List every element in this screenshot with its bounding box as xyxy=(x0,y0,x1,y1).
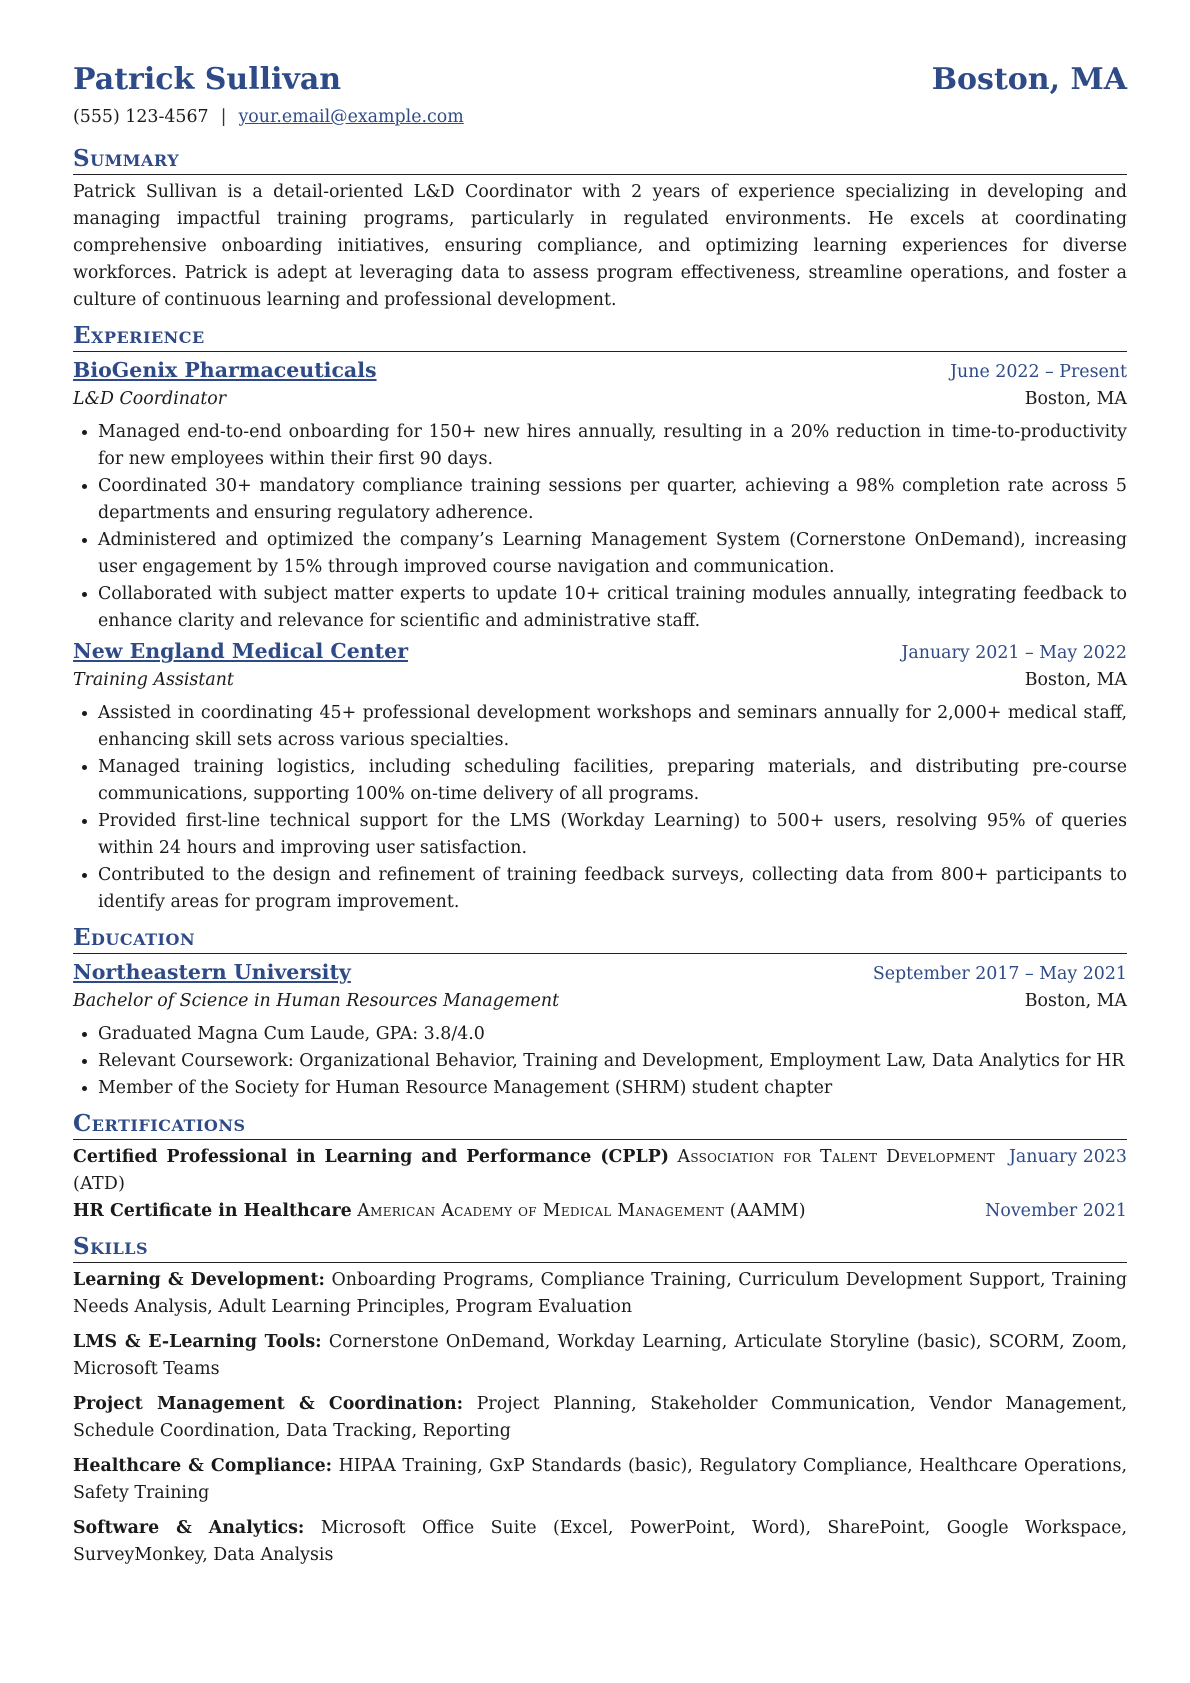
list-item: • Coordinated 30+ mandatory compliance training sessions per quarter, achieving a 98% completion rate across 5 departments and ensuring regulatory adherence. xyxy=(98,473,1127,527)
bullet-list xyxy=(73,419,1127,635)
skill-group xyxy=(73,1515,1127,1569)
section-title-skills: Skills xyxy=(73,1233,1127,1263)
skill-category: Software & Analytics: xyxy=(73,1518,305,1538)
certification-date: November 2021 xyxy=(985,1201,1127,1221)
certification-date: January 2023 xyxy=(1008,1147,1127,1167)
skill-group xyxy=(73,1329,1127,1383)
list-item: • Collaborated with subject matter experts to update 10+ critical training modules annually, integrating feedback to enhance clarity and relevance for scientific and administrative staff. xyxy=(98,581,1127,635)
candidate-name: Patrick Sullivan xyxy=(73,62,342,97)
employment-dates: June 2022 – Present xyxy=(950,362,1127,382)
list-item: • Assisted in coordinating 45+ professional development workshops and seminars annually for 2,000+ medical staff, enhancing skill sets across various specialties. xyxy=(98,700,1127,754)
degree-title: Bachelor of Science in Human Resources Management xyxy=(73,991,560,1011)
skill-group xyxy=(73,1391,1127,1445)
experience-entry xyxy=(73,637,1127,916)
certification-name: Certified Professional in Learning and Performance (CPLP) xyxy=(73,1147,670,1167)
section-title-summary: Summary xyxy=(73,145,1127,175)
employer-link[interactable]: BioGenix Pharmaceuticals xyxy=(73,358,377,382)
list-item: • Provided first-line technical support for the LMS (Workday Learning) to 500+ users, resolving 95% of queries within 24 hours and improving user satisfaction. xyxy=(98,808,1127,862)
school-link[interactable]: Northeastern University xyxy=(73,960,351,984)
list-item: • Graduated Magna Cum Laude, GPA: 3.8/4.0 xyxy=(98,1021,1127,1048)
skill-items: Onboarding Programs, Compliance Training, Curriculum Development Support, Training Needs Analysis, Adult Learning Principles, Program Evaluation xyxy=(73,1270,1127,1317)
job-location: Boston, MA xyxy=(1024,389,1127,409)
skill-items: Microsoft Office Suite (Excel, PowerPoint, Word), SharePoint, Google Workspace, SurveyMonkey, Data Analysis xyxy=(73,1518,1127,1565)
job-location: Boston, MA xyxy=(1024,670,1127,690)
experience-entry xyxy=(73,356,1127,635)
job-title: L&D Coordinator xyxy=(73,389,227,409)
contact-line xyxy=(73,104,1127,131)
skill-category: Learning & Development: xyxy=(73,1270,325,1290)
bullet-list xyxy=(73,700,1127,916)
employer-link[interactable]: New England Medical Center xyxy=(73,639,408,663)
skill-category: Healthcare & Compliance: xyxy=(73,1456,333,1476)
resume-header xyxy=(73,60,1127,100)
list-item: • Contributed to the design and refinement of training feedback surveys, collecting data from 800+ participants to identify areas for program improvement. xyxy=(98,862,1127,916)
education-entry xyxy=(73,958,1127,1102)
skill-category: Project Management & Coordination: xyxy=(73,1394,464,1414)
certification-entry xyxy=(73,1144,1127,1198)
section-title-education: Education xyxy=(73,924,1127,954)
list-item: • Managed end-to-end onboarding for 150+ new hires annually, resulting in a 20% reduction in time-to-productivity for new employees within their first 90 days. xyxy=(98,419,1127,473)
email-link[interactable]: your.email@example.com xyxy=(238,107,464,127)
certification-entry xyxy=(73,1198,1127,1225)
skill-category: LMS & E-Learning Tools: xyxy=(73,1332,322,1352)
summary-text: Patrick Sullivan is a detail-oriented L&D Coordinator with 2 years of experience specializing in developing and managing impactful training programs, particularly in regulated environments. He excels at coordinating comprehensive onboarding initiatives, ensuring compliance, and optimizing learning experiences for diverse workforces. Patrick is adept at leveraging data to assess program effectiveness, streamline operations, and foster a culture of continuous learning and professional development. xyxy=(73,182,1127,310)
contact-separator: | xyxy=(220,107,227,127)
certification-issuer: American Academy of Medical Management (AAMM) xyxy=(357,1201,806,1221)
skill-items: Project Planning, Stakeholder Communication, Vendor Management, Schedule Coordination, Data Tracking, Reporting xyxy=(73,1394,1127,1441)
certification-issuer: Association for Talent Development (ATD) xyxy=(73,1147,995,1194)
skill-group xyxy=(73,1267,1127,1321)
skill-items: Cornerstone OnDemand, Workday Learning, Articulate Storyline (basic), SCORM, Zoom, Microsoft Teams xyxy=(73,1332,1127,1379)
list-item: • Member of the Society for Human Resource Management (SHRM) student chapter xyxy=(98,1075,1127,1102)
education-dates: September 2017 – May 2021 xyxy=(872,964,1127,984)
list-item: • Administered and optimized the company’s Learning Management System (Cornerstone OnDemand), increasing user engagement by 15% through improved course navigation and communication. xyxy=(98,527,1127,581)
section-title-certifications: Certifications xyxy=(73,1110,1127,1140)
list-item: • Relevant Coursework: Organizational Behavior, Training and Development, Employment Law, Data Analytics for HR xyxy=(98,1048,1127,1075)
section-title-experience: Experience xyxy=(73,322,1127,352)
job-title: Training Assistant xyxy=(73,670,234,690)
resume-content xyxy=(73,60,1127,1577)
skill-group xyxy=(73,1453,1127,1507)
bullet-list xyxy=(73,1021,1127,1102)
candidate-location: Boston, MA xyxy=(931,62,1127,97)
employment-dates: January 2021 – May 2022 xyxy=(901,643,1127,663)
skill-items: HIPAA Training, GxP Standards (basic), Regulatory Compliance, Healthcare Operations, Safety Training xyxy=(73,1456,1128,1503)
certification-name: HR Certificate in Healthcare xyxy=(73,1201,352,1221)
list-item: • Managed training logistics, including scheduling facilities, preparing materials, and distributing pre-course communications, supporting 100% on-time delivery of all programs. xyxy=(98,754,1127,808)
phone-number: (555) 123-4567 xyxy=(73,107,209,127)
school-location: Boston, MA xyxy=(1024,991,1127,1011)
